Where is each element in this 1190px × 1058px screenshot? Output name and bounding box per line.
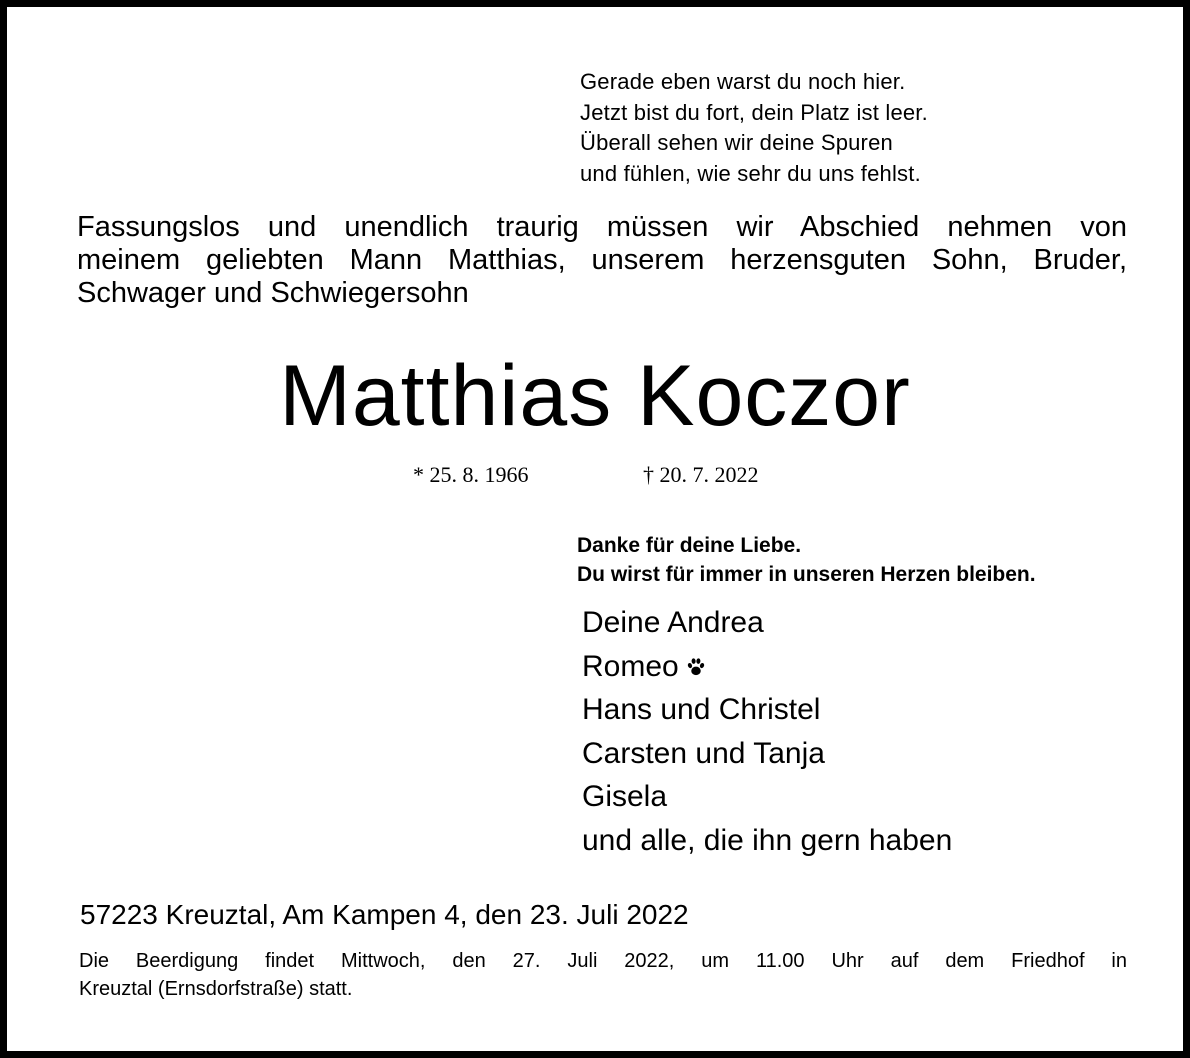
paw-icon [685, 647, 707, 669]
family-member: Gisela [582, 780, 668, 813]
memorial-poem [580, 67, 928, 189]
family-member-name: Romeo [582, 649, 679, 683]
intro-line: Fassungslos und unendlich traurig müssen wir Abschied nehmen von [77, 211, 1127, 243]
intro-text [77, 211, 1127, 310]
funeral-line: Die Beerdigung findet Mittwoch, den 27. Juli 2022, um 11.00 Uhr auf dem Friedhof in [79, 950, 1127, 972]
thanks-message [577, 531, 1036, 589]
family-member-pet [582, 645, 952, 689]
family-member: Hans und Christel [582, 693, 821, 726]
family-list [582, 601, 952, 862]
thanks-line: Du wirst für immer in unseren Herzen bleiben. [577, 563, 1036, 586]
birth-date: * 25. 8. 1966 [413, 462, 529, 487]
address-line: 57223 Kreuztal, Am Kampen 4, den 23. Juli 2022 [80, 899, 689, 930]
poem-line: Jetzt bist du fort, dein Platz ist leer. [580, 99, 928, 125]
death-date: † 20. 7. 2022 [643, 462, 759, 487]
poem-line: Gerade eben warst du noch hier. [580, 69, 906, 94]
intro-line: meinem geliebten Mann Matthias, unserem herzensguten Sohn, Bruder, [77, 244, 1127, 276]
family-member: Deine Andrea [582, 606, 764, 639]
family-member: Carsten und Tanja [582, 736, 825, 770]
poem-line: und fühlen, wie sehr du uns fehlst. [580, 160, 921, 186]
intro-line: Schwager und Schwiegersohn [77, 277, 469, 309]
funeral-info [79, 947, 1127, 1003]
poem-line: Überall sehen wir deine Spuren [580, 130, 893, 155]
deceased-name: Matthias Koczor [279, 348, 911, 444]
thanks-line: Danke für deine Liebe. [577, 534, 802, 557]
funeral-line: Kreuztal (Ernsdorfstraße) statt. [79, 978, 353, 1000]
family-member: und alle, die ihn gern haben [582, 823, 953, 857]
